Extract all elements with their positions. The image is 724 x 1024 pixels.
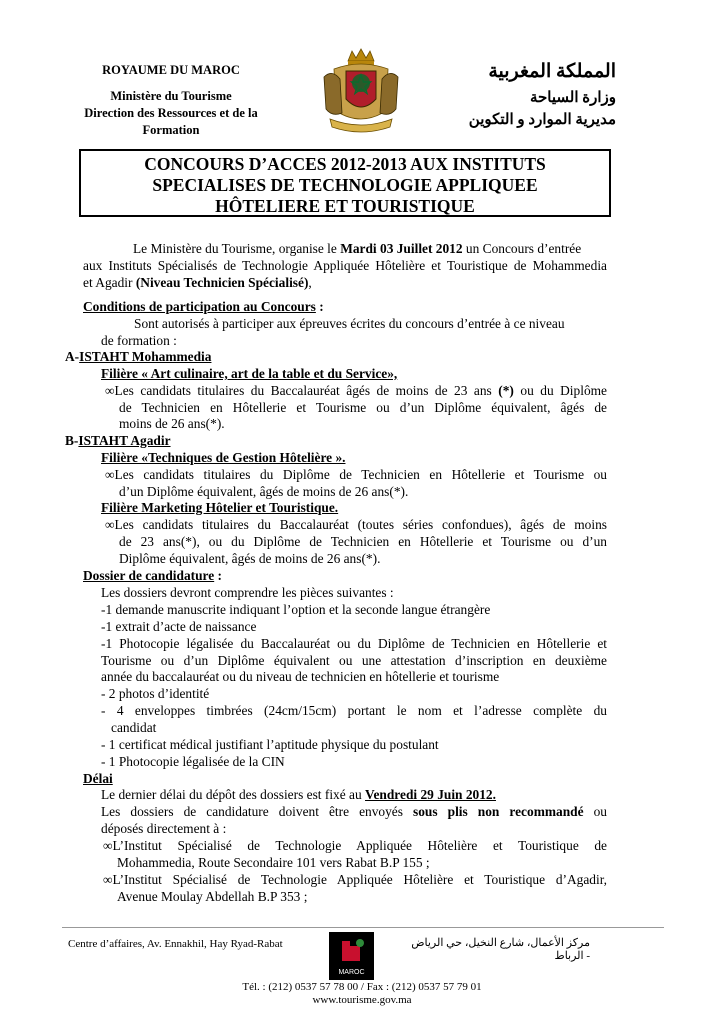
dossier-heading-text: Dossier de candidature xyxy=(83,568,215,583)
dossier-item-6: - 1 certificat médical justifiant l’aptitude physique du postulant xyxy=(101,737,439,752)
dossier-item-4: - 2 photos d’identité xyxy=(101,686,210,701)
bullet-icon: ∞ xyxy=(103,872,113,887)
intro-comma: , xyxy=(308,275,312,290)
bullet-text: Les candidats titulaires du Baccalauréat (toutes séries confondues), âgés de moins xyxy=(114,517,607,532)
conditions-heading-text: Conditions de participation au Concours xyxy=(83,299,316,314)
section-a-bullet-line-3: moins de 26 ans(*). xyxy=(119,416,225,431)
title-line-1: CONCOURS D’ACCES 2012-2013 AUX INSTITUTS xyxy=(144,154,546,174)
ministry-name-ar: وزارة السياحة xyxy=(529,90,616,106)
footer-address-ar: مركز الأعمال، شارع النخيل، حي الرياض - الرباط xyxy=(411,937,590,962)
exam-date: Mardi 03 Juillet 2012 xyxy=(340,241,463,256)
bullet-icon: ∞ xyxy=(103,838,113,853)
delai-line-3: déposés directement à : xyxy=(101,821,227,836)
section-b-filiere-1 xyxy=(101,450,345,467)
bullet-text: Les candidats titulaires du Diplôme de Technicien en Hôtellerie et Tourisme ou xyxy=(114,467,607,482)
section-b-f2-line-3: Diplôme équivalent, âgés de moins de 26 ans(*). xyxy=(119,551,381,566)
section-b-filiere-2-text: Filière Marketing Hôtelier et Touristique. xyxy=(101,500,339,515)
asterisk-note: (*) xyxy=(498,383,514,398)
conditions-heading xyxy=(83,299,324,316)
bullet-text: Les candidats titulaires du Baccalauréat âgés de moins de 23 ans xyxy=(114,383,499,398)
conditions-text-1: Sont autorisés à participer aux épreuves écrites du concours d’entrée à ce niveau xyxy=(134,316,565,331)
section-b-f1-line-1 xyxy=(105,467,607,484)
kingdom-name-fr: ROYAUME DU MAROC xyxy=(102,63,240,77)
dossier-item-5-line-2: candidat xyxy=(111,720,157,735)
section-a-prefix: A- xyxy=(65,349,80,364)
conditions-text-2: de formation : xyxy=(101,333,177,348)
section-b-f2-line-2: de 23 ans(*), ou du Diplôme de Technicien en Hôtellerie et Tourisme ou d’un xyxy=(119,534,607,549)
address-1-text: L’Institut Spécialisé de Technologie Appliquée Hôtelière et Touristique de xyxy=(112,838,607,853)
dossier-item-3-line-3: année du baccalauréat ou du niveau de technicien en hôtellerie et tourisme xyxy=(101,669,500,684)
section-a-filiere-text: Filière « Art culinaire, art de la table et du Service», xyxy=(101,366,398,381)
footer-tel-fax: Tél. : (212) 0537 57 78 00 / Fax : (212) 0537 57 79 01 xyxy=(242,981,482,993)
address-2-text: L’Institut Spécialisé de Technologie Appliquée Hôtelière et Touristique d’Agadir, xyxy=(112,872,607,887)
delai-heading-text: Délai xyxy=(83,771,113,786)
dossier-heading xyxy=(83,568,222,585)
section-b-f2-line-1 xyxy=(105,517,607,534)
delai-text: Le dernier délai du dépôt des dossiers est fixé au xyxy=(101,787,366,802)
dossier-item-3-line-2: Tourisme ou d’un Diplôme équivalent ou une attestation d’inscription en deuxième xyxy=(101,653,607,668)
direction-name-ar: مديرية الموارد و التكوين xyxy=(468,112,616,128)
bullet-text-end: ou du Diplôme xyxy=(513,383,608,398)
moroccan-coat-of-arms-icon xyxy=(318,47,404,135)
intro-text-end: un Concours d’entrée xyxy=(462,241,582,256)
dossier-item-2: -1 extrait d’acte de naissance xyxy=(101,619,257,634)
bullet-icon: ∞ xyxy=(105,383,115,398)
section-b-filiere-2 xyxy=(101,500,338,517)
title-box xyxy=(79,149,611,217)
intro-text: Le Ministère du Tourisme, organise le xyxy=(133,241,341,256)
maroc-tourism-logo-icon xyxy=(329,932,374,980)
dossier-item-7: - 1 Photocopie légalisée de la CIN xyxy=(101,754,285,769)
footer-website-link[interactable]: www.tourisme.gov.ma xyxy=(312,994,412,1006)
delai-text-2-end: ou xyxy=(583,804,607,819)
kingdom-name-ar: المملكة المغربية xyxy=(488,61,616,82)
address-1-line-1 xyxy=(103,838,607,855)
intro-line-3 xyxy=(83,275,312,292)
logo-text: MAROC xyxy=(338,969,365,976)
delai-text-2: Les dossiers de candidature doivent être envoyés xyxy=(101,804,414,819)
section-b-prefix: B- xyxy=(65,433,79,448)
address-1-line-2: Mohammedia, Route Secondaire 101 vers Rabat B.P 155 ; xyxy=(117,855,430,870)
dossier-intro: Les dossiers devront comprendre les pièces suivantes : xyxy=(101,585,394,600)
title-line-3: HÔTELIERE ET TOURISTIQUE xyxy=(215,196,475,216)
dossier-item-1: -1 demande manuscrite indiquant l’option et la seconde langue étrangère xyxy=(101,602,491,617)
section-b-filiere-1-text: Filière «Techniques de Gestion Hôtelière ». xyxy=(101,450,346,465)
section-b-title: ISTAHT Agadir xyxy=(78,433,171,448)
conditions-colon: : xyxy=(315,299,324,314)
header-arabic-block xyxy=(406,58,616,130)
section-b-heading xyxy=(65,433,171,450)
delai-line-2 xyxy=(101,804,607,821)
footer-address-fr: Centre d’affaires, Av. Ennakhil, Hay Ryad-Rabat xyxy=(68,938,283,950)
section-a-filiere xyxy=(101,366,397,383)
direction-name-fr-2: Formation xyxy=(142,123,200,137)
section-a-bullet-line-2: de Technicien en Hôtellerie et Tourisme ou d’un Diplôme équivalent, âgés de xyxy=(119,400,607,415)
section-a-bullet-line-1 xyxy=(105,383,607,400)
bullet-icon: ∞ xyxy=(105,517,115,532)
section-a-title: ISTAHT Mohammedia xyxy=(79,349,212,364)
ministry-name-fr: Ministère du Tourisme xyxy=(110,89,232,103)
dossier-colon: : xyxy=(214,568,222,583)
bullet-icon: ∞ xyxy=(105,467,115,482)
intro-line-2: aux Instituts Spécialisés de Technologie Appliquée Hôtelière et Touristique de Mohammedia xyxy=(83,258,607,273)
dossier-item-3-line-1: -1 Photocopie légalisée du Baccalauréat ou du Diplôme de Technicien en Hôtellerie et xyxy=(101,636,607,651)
footer-divider xyxy=(62,927,664,928)
deadline-date: Vendredi 29 Juin 2012. xyxy=(365,787,496,802)
address-2-line-1 xyxy=(103,872,607,889)
direction-name-fr-1: Direction des Ressources et de la xyxy=(84,106,258,120)
section-a-heading xyxy=(65,349,211,366)
header-french-block xyxy=(55,62,287,139)
intro-line-1 xyxy=(133,241,581,258)
footer-contact xyxy=(0,981,724,1007)
delivery-mode: sous plis non recommandé xyxy=(413,804,584,819)
section-b-f1-line-2: d’un Diplôme équivalent, âgés de moins de 26 ans(*). xyxy=(119,484,409,499)
delai-heading xyxy=(83,771,113,788)
level-label: (Niveau Technicien Spécialisé) xyxy=(135,275,309,290)
title-line-2: SPECIALISES DE TECHNOLOGIE APPLIQUEE xyxy=(152,175,538,195)
address-2-line-2: Avenue Moulay Abdellah B.P 353 ; xyxy=(117,889,308,904)
intro-text-agadir: et Agadir xyxy=(83,275,136,290)
delai-line-1 xyxy=(101,787,496,804)
dossier-item-5-line-1: - 4 enveloppes timbrées (24cm/15cm) portant le nom et l’adresse complète du xyxy=(101,703,607,718)
